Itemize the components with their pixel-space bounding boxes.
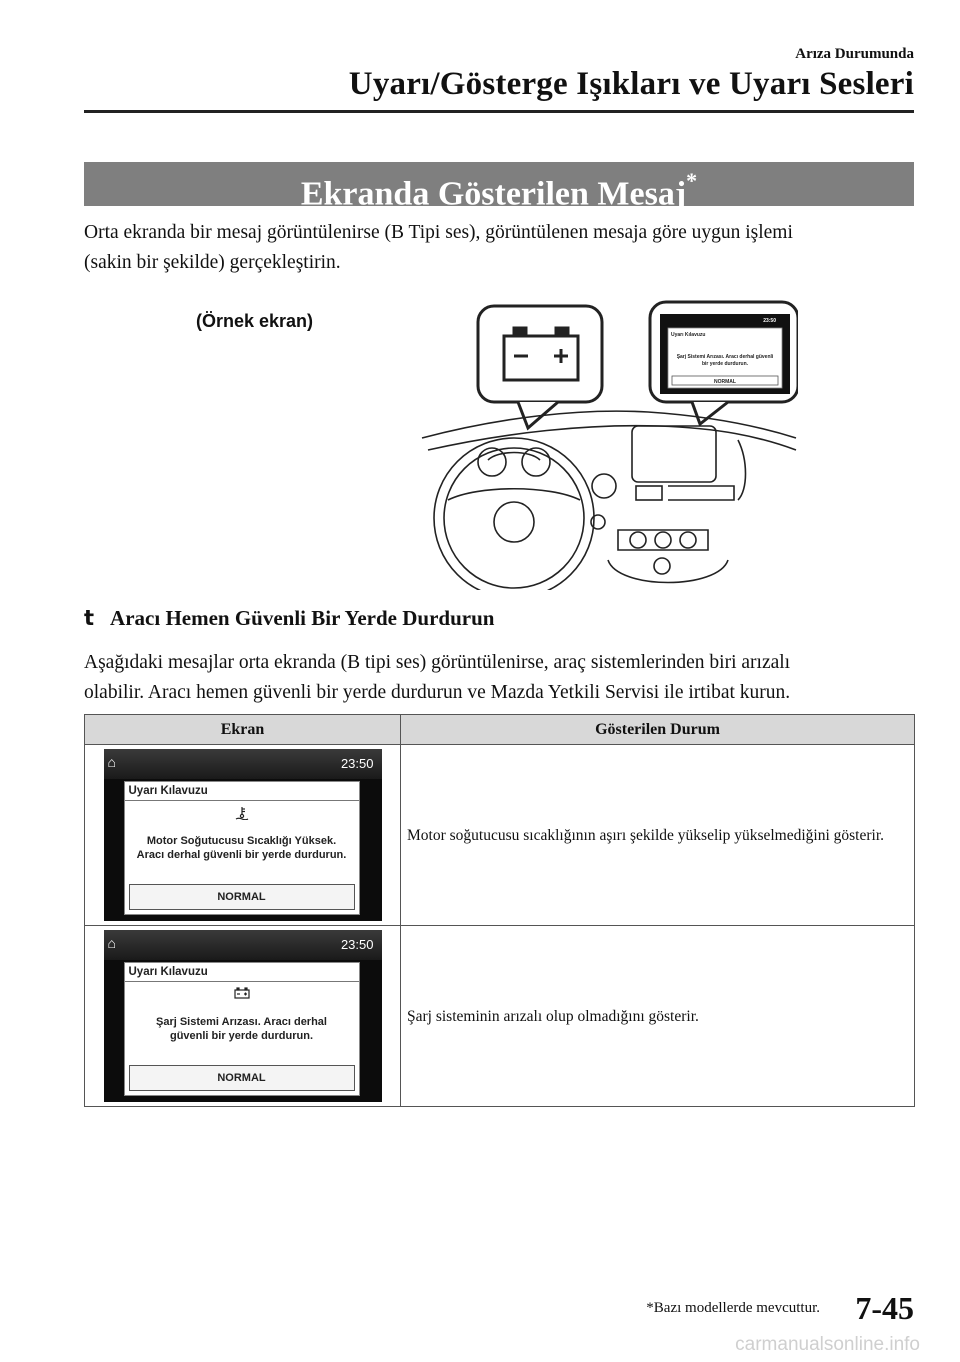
normal-button: NORMAL — [129, 884, 355, 910]
center-display-screenshot — [104, 930, 382, 1102]
panel-message-line: Aracı derhal güvenli bir yerde durdurun. — [136, 849, 347, 861]
figure-caption: (Örnek ekran) — [196, 311, 314, 331]
panel-message — [129, 834, 355, 862]
availability-mark: * — [686, 168, 698, 193]
display-status-bar — [104, 749, 382, 779]
panel-title: Uyarı Kılavuzu — [125, 963, 359, 982]
screen-cell — [85, 745, 401, 926]
battery-icon — [504, 328, 578, 380]
subsection-line: olabilir. Aracı hemen güvenli bir yerde durdurun ve Mazda Yetkili Servisi ile irtibat kurun. — [84, 682, 791, 703]
intro-paragraph — [84, 218, 918, 278]
mini-screen-message: bir yerde durdurun. — [701, 361, 749, 367]
banner-title: Ekranda Gösterilen Mesaj — [300, 175, 687, 213]
chapter-title: Arıza Durumunda — [795, 46, 914, 62]
subsection-title: Aracı Hemen Güvenli Bir Yerde Durdurun — [110, 606, 495, 630]
coolant-temperature-icon — [125, 806, 359, 823]
mini-screen-title: Uyarı Kılavuzu — [671, 332, 706, 338]
dashboard-illustration — [418, 300, 798, 590]
panel-message-line: Şarj Sistemi Arızası. Aracı derhal — [156, 1016, 327, 1028]
header-rule — [84, 110, 914, 113]
battery-icon — [125, 987, 359, 1002]
panel-title: Uyarı Kılavuzu — [125, 782, 359, 801]
normal-button: NORMAL — [129, 1065, 355, 1091]
home-icon: ⌂ — [107, 754, 116, 770]
mini-screen-time: 23:50 — [763, 318, 776, 324]
condition-description: Şarj sisteminin arızalı olup olmadığını gösterir. — [401, 926, 915, 1107]
bullet-icon: t — [84, 606, 95, 630]
panel-message-line: Motor Soğutucusu Sıcaklığı Yüksek. — [146, 835, 337, 847]
panel-message-line: güvenli bir yerde durdurun. — [169, 1030, 314, 1042]
table-header-screen: Ekran — [85, 715, 401, 745]
intro-line: Orta ekranda bir mesaj görüntülenirse (B Tipi ses), görüntülenen mesaja göre uygun işlemi — [84, 222, 793, 243]
section-banner — [84, 162, 914, 213]
display-status-bar — [104, 930, 382, 960]
panel-message — [129, 1015, 355, 1043]
home-icon: ⌂ — [107, 935, 116, 951]
table-row — [85, 745, 915, 926]
subsection-heading — [84, 606, 494, 631]
display-clock: 23:50 — [340, 937, 374, 952]
footnote: *Bazı modellerde mevcuttur. — [646, 1300, 820, 1316]
table-header-condition: Gösterilen Durum — [401, 715, 915, 745]
page-number: 7-45 — [855, 1290, 914, 1326]
mini-screen-button: NORMAL — [714, 379, 736, 385]
table-row — [85, 926, 915, 1107]
display-clock: 23:50 — [340, 756, 374, 771]
watermark: carmanualsonline.info — [735, 1334, 920, 1355]
warning-guide-panel — [124, 962, 360, 1096]
subsection-paragraph — [84, 648, 918, 708]
condition-description: Motor soğutucusu sıcaklığının aşırı şekilde yükselip yükselmediğini gösterir. — [401, 745, 915, 926]
subsection-line: Aşağıdaki mesajlar orta ekranda (B tipi ses) görüntülenirse, araç sistemlerinden biri arızalı — [84, 652, 791, 673]
screen-cell — [85, 926, 401, 1107]
intro-line: (sakin bir şekilde) gerçekleştirin. — [84, 252, 341, 273]
warning-guide-panel — [124, 781, 360, 915]
center-display-screenshot — [104, 749, 382, 921]
section-title: Uyarı/Gösterge Işıkları ve Uyarı Sesleri — [348, 66, 914, 102]
message-table — [84, 714, 915, 1107]
mini-screen-message: Şarj Sistemi Arızası. Aracı derhal güvenli — [676, 354, 774, 360]
